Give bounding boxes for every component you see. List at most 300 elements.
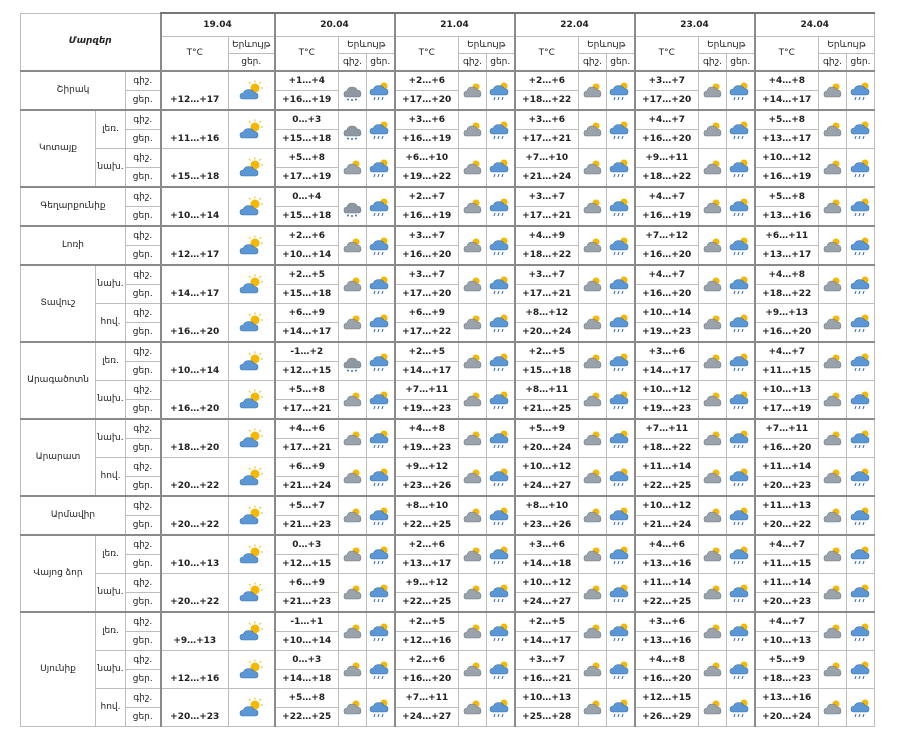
rain-cloud-icon [847,458,875,497]
table-row [21,381,875,400]
temp-day: +17…+19 [755,400,819,420]
cloud-icon [339,689,367,727]
cloud-icon [819,651,847,689]
temp-night: +4…+8 [755,71,819,91]
temp-day: +18…+23 [755,670,819,689]
temp-day: +17…+21 [515,130,579,149]
snow-cloud-icon [339,110,367,149]
rain-cloud-icon [367,651,395,689]
temp-night: +3…+6 [635,612,699,632]
temp-day0: +20…+22 [161,458,229,497]
rain-cloud-icon [727,226,755,265]
temp-day: +13…+16 [635,555,699,574]
temp-day: +21…+24 [275,477,339,497]
rain-cloud-icon [727,149,755,188]
temp-night: +10…+12 [635,381,699,400]
temp-night: +3…+7 [395,265,459,285]
day-subheader: ցեր. [847,54,875,72]
rain-cloud-icon [607,689,635,727]
night-label: գիշ. [126,187,161,207]
rain-cloud-icon [367,149,395,188]
cloud-icon [699,71,727,110]
day-label: ցեր. [126,708,161,727]
rain-cloud-icon [727,651,755,689]
temp-night: +3…+7 [395,226,459,246]
sun-cloud-icon [229,342,275,381]
rain-cloud-icon [847,535,875,574]
sun-cloud-icon [229,496,275,535]
temp-day: +14…+17 [275,323,339,343]
temp-day: +15…+18 [275,130,339,149]
rain-cloud-icon [727,381,755,420]
rain-cloud-icon [727,458,755,497]
temp-night: +2…+7 [395,187,459,207]
region-name: Շիրակ [21,71,126,110]
rain-cloud-icon [367,265,395,304]
rain-cloud-icon [727,612,755,651]
day-header: 19.04 [161,13,275,37]
rain-cloud-icon [607,342,635,381]
sun-cloud-icon [229,612,275,651]
temp-day: +21…+24 [635,516,699,536]
temp-day: +19…+22 [395,168,459,188]
rain-cloud-icon [607,187,635,226]
cloud-icon [579,574,607,613]
sun-cloud-icon [229,458,275,497]
temp-day: +18…+22 [755,285,819,304]
sun-cloud-icon [229,574,275,613]
temp-day: +15…+18 [515,362,579,381]
temp-day: +14…+18 [515,555,579,574]
phenomena-col-header: Երևույթ [229,37,275,54]
rain-cloud-icon [847,651,875,689]
temp-night: +4…+6 [275,419,339,439]
temp-col-header: T°C [755,37,819,72]
rain-cloud-icon [607,535,635,574]
temp-night: +4…+7 [635,265,699,285]
rain-cloud-icon [727,110,755,149]
rain-cloud-icon [607,265,635,304]
rain-cloud-icon [367,496,395,535]
rain-cloud-icon [607,419,635,458]
table-row [21,689,875,708]
night-label: գիշ. [126,226,161,246]
temp-day: +26…+29 [635,708,699,727]
temp-day: +16…+19 [395,207,459,227]
temp-night: +10…+12 [635,496,699,516]
temp-night: +2…+6 [395,535,459,555]
day-header: 22.04 [515,13,635,37]
temp-night: +3…+6 [635,342,699,362]
temp-day0: +10…+13 [161,535,229,574]
temp-day: +23…+26 [395,477,459,497]
temp-night: +3…+6 [395,110,459,130]
rain-cloud-icon [487,689,515,727]
temp-day: +17…+21 [275,400,339,420]
temp-day0: +15…+18 [161,149,229,188]
snow-cloud-icon [339,342,367,381]
subregion-label: լեռ. [96,110,126,149]
cloud-icon [459,110,487,149]
rain-cloud-icon [607,226,635,265]
day-label: ցեր. [126,670,161,689]
sun-cloud-icon [229,71,275,110]
cloud-icon [459,265,487,304]
rain-cloud-icon [487,496,515,535]
temp-night: +4…+8 [635,651,699,670]
cloud-icon [819,187,847,226]
temp-day: +14…+17 [395,362,459,381]
temp-day0: +20…+22 [161,496,229,535]
rain-cloud-icon [367,419,395,458]
cloud-icon [819,458,847,497]
temp-night: +7…+11 [635,419,699,439]
snow-cloud-icon [339,71,367,110]
temp-day: +18…+22 [635,168,699,188]
temp-day: +16…+20 [635,670,699,689]
temp-night: +10…+13 [755,381,819,400]
day-label: ցեր. [126,168,161,188]
cloud-icon [459,612,487,651]
temp-col-header: T°C [515,37,579,72]
day-label: ցեր. [126,555,161,574]
temp-day: +22…+25 [395,593,459,613]
table-row [21,535,875,555]
temp-night: +8…+12 [515,304,579,323]
rain-cloud-icon [727,265,755,304]
temp-day0: +10…+14 [161,187,229,226]
temp-day: +22…+25 [635,477,699,497]
rain-cloud-icon [727,419,755,458]
temp-night: +6…+9 [275,574,339,593]
temp-night: +1…+4 [275,71,339,91]
sun-cloud-icon [229,304,275,343]
cloud-icon [339,574,367,613]
rain-cloud-icon [847,574,875,613]
temp-col-header: T°C [275,37,339,72]
temp-day0: +16…+20 [161,304,229,343]
rain-cloud-icon [727,689,755,727]
cloud-icon [579,496,607,535]
region-name: Արարատ [21,419,96,496]
rain-cloud-icon [847,342,875,381]
temp-day: +17…+21 [515,285,579,304]
night-label: գիշ. [126,381,161,400]
temp-day: +12…+15 [275,362,339,381]
region-name: Տավուշ [21,265,96,342]
day-label: ցեր. [126,285,161,304]
day-subheader: ցեր. [229,54,275,72]
temp-night: +10…+14 [635,304,699,323]
day-header: 24.04 [755,13,875,37]
day-subheader: ցեր. [487,54,515,72]
cloud-icon [459,71,487,110]
temp-day: +15…+18 [275,207,339,227]
cloud-icon [579,187,607,226]
region-name: Արագածոտն [21,342,96,419]
cloud-icon [459,419,487,458]
rain-cloud-icon [847,304,875,343]
temp-night: +2…+6 [395,71,459,91]
rain-cloud-icon [607,381,635,420]
temp-day: +16…+19 [635,207,699,227]
temp-night: 0…+4 [275,187,339,207]
cloud-icon [339,265,367,304]
region-name: Վայոց ձոր [21,535,96,612]
sun-cloud-icon [229,651,275,689]
cloud-icon [699,689,727,727]
cloud-icon [699,226,727,265]
temp-day: +13…+16 [755,207,819,227]
rain-cloud-icon [607,304,635,343]
rain-cloud-icon [367,226,395,265]
cloud-icon [339,458,367,497]
temp-day: +19…+23 [395,400,459,420]
rain-cloud-icon [367,71,395,110]
cloud-icon [699,612,727,651]
rain-cloud-icon [367,304,395,343]
temp-night: +8…+11 [515,381,579,400]
temp-night: +7…+12 [635,226,699,246]
night-label: գիշ. [126,535,161,555]
subregion-label: նախ. [96,574,126,613]
day-label: ցեր. [126,439,161,458]
cloud-icon [459,342,487,381]
cloud-icon [459,304,487,343]
table-row [21,149,875,168]
temp-night: +5…+9 [515,419,579,439]
rain-cloud-icon [367,187,395,226]
phenomena-col-header: Երևույթ [339,37,395,54]
region-name: Կոտայք [21,110,96,187]
cloud-icon [699,419,727,458]
rain-cloud-icon [847,226,875,265]
cloud-icon [579,71,607,110]
day-label: ցեր. [126,91,161,111]
sun-cloud-icon [229,535,275,574]
temp-night: 0…+3 [275,110,339,130]
temp-night: +8…+10 [395,496,459,516]
header-row-days [21,13,875,37]
cloud-icon [459,689,487,727]
rain-cloud-icon [727,342,755,381]
cloud-icon [459,226,487,265]
rain-cloud-icon [367,574,395,613]
cloud-icon [339,149,367,188]
rain-cloud-icon [367,110,395,149]
temp-night: +12…+15 [635,689,699,708]
temp-night: +5…+9 [755,651,819,670]
temp-night: +4…+6 [635,535,699,555]
temp-day: +15…+18 [275,285,339,304]
cloud-icon [819,226,847,265]
temp-day: +13…+17 [395,555,459,574]
rain-cloud-icon [487,187,515,226]
cloud-icon [579,149,607,188]
cloud-icon [819,304,847,343]
rain-cloud-icon [847,149,875,188]
snow-cloud-icon [339,187,367,226]
rain-cloud-icon [847,496,875,535]
temp-day: +19…+23 [635,400,699,420]
rain-cloud-icon [847,612,875,651]
temp-day: +16…+19 [275,91,339,111]
rain-cloud-icon [367,381,395,420]
cloud-icon [579,342,607,381]
phenomena-col-header: Երևույթ [579,37,635,54]
sun-cloud-icon [229,149,275,188]
rain-cloud-icon [487,419,515,458]
temp-night: +4…+7 [755,535,819,555]
cloud-icon [339,496,367,535]
cloud-icon [459,149,487,188]
rain-cloud-icon [487,651,515,689]
rain-cloud-icon [487,71,515,110]
subregion-label: նախ. [96,381,126,420]
forecast-table-wrapper [20,12,875,727]
table-row [21,187,875,207]
rain-cloud-icon [727,574,755,613]
day-label: ցեր. [126,362,161,381]
temp-day: +20…+23 [755,593,819,613]
temp-day: +13…+16 [635,632,699,651]
night-label: գիշ. [126,458,161,477]
temp-day0: +18…+20 [161,419,229,458]
rain-cloud-icon [727,187,755,226]
cloud-icon [819,574,847,613]
rain-cloud-icon [487,574,515,613]
rain-cloud-icon [727,535,755,574]
temp-night: +8…+10 [515,496,579,516]
cloud-icon [699,110,727,149]
temp-day: +16…+19 [395,130,459,149]
temp-day: +14…+17 [515,632,579,651]
temp-day: +21…+23 [275,516,339,536]
temp-day0: +12…+16 [161,651,229,689]
temp-day: +20…+23 [755,477,819,497]
day-subheader: ցեր. [727,54,755,72]
subregion-label: նախ. [96,265,126,304]
temp-night: -1…+2 [275,342,339,362]
rain-cloud-icon [607,651,635,689]
cloud-icon [699,381,727,420]
night-subheader: գիշ. [579,54,607,72]
sun-cloud-icon [229,381,275,420]
rain-cloud-icon [847,110,875,149]
cloud-icon [579,265,607,304]
temp-day0: +12…+17 [161,226,229,265]
rain-cloud-icon [367,689,395,727]
temp-night: +11…+13 [755,496,819,516]
temp-day: +21…+24 [515,168,579,188]
temp-day: +17…+22 [395,323,459,343]
day-subheader: ցեր. [607,54,635,72]
temp-night: +4…+8 [395,419,459,439]
subregion-label: լեռ. [96,535,126,574]
rain-cloud-icon [607,458,635,497]
temp-night: +6…+10 [395,149,459,168]
temp-day0: +9…+13 [161,612,229,651]
temp-night: +13…+16 [755,689,819,708]
night-label: գիշ. [126,71,161,91]
rain-cloud-icon [367,342,395,381]
regions-header: Մարզեր [21,13,161,71]
subregion-label: հով. [96,458,126,497]
night-label: գիշ. [126,304,161,323]
cloud-icon [339,419,367,458]
rain-cloud-icon [367,612,395,651]
temp-day: +24…+27 [515,593,579,613]
temp-day: +16…+21 [515,670,579,689]
region-name: Գեղարքունիք [21,187,126,226]
night-subheader: գիշ. [459,54,487,72]
temp-day: +20…+24 [515,439,579,458]
temp-day: +12…+15 [275,555,339,574]
temp-day: +16…+20 [395,670,459,689]
table-row [21,265,875,285]
night-subheader: գիշ. [819,54,847,72]
temp-day: +20…+24 [515,323,579,343]
temp-night: +5…+8 [275,689,339,708]
temp-night: -1…+1 [275,612,339,632]
sun-cloud-icon [229,265,275,304]
phenomena-col-header: Երևույթ [699,37,755,54]
rain-cloud-icon [487,342,515,381]
temp-night: +5…+8 [755,187,819,207]
day-label: ցեր. [126,207,161,227]
night-label: գիշ. [126,419,161,439]
temp-night: +3…+7 [515,265,579,285]
temp-day: +16…+20 [635,130,699,149]
temp-day: +23…+26 [515,516,579,536]
cloud-icon [819,381,847,420]
temp-night: +3…+7 [515,187,579,207]
rain-cloud-icon [727,304,755,343]
cloud-icon [339,381,367,420]
rain-cloud-icon [727,71,755,110]
cloud-icon [339,651,367,689]
cloud-icon [699,496,727,535]
temp-night: +7…+11 [395,381,459,400]
cloud-icon [579,612,607,651]
temp-night: +4…+7 [755,342,819,362]
temp-night: +2…+6 [275,226,339,246]
cloud-icon [699,458,727,497]
rain-cloud-icon [487,381,515,420]
cloud-icon [699,535,727,574]
sun-cloud-icon [229,226,275,265]
temp-day: +17…+19 [275,168,339,188]
temp-night: +9…+13 [755,304,819,323]
cloud-icon [819,496,847,535]
sun-cloud-icon [229,689,275,727]
day-label: ցեր. [126,593,161,613]
temp-day: +12…+16 [395,632,459,651]
cloud-icon [339,226,367,265]
temp-day0: +12…+17 [161,71,229,110]
cloud-icon [459,496,487,535]
temp-day: +10…+14 [275,246,339,266]
night-label: գիշ. [126,612,161,632]
temp-night: 0…+3 [275,535,339,555]
temp-day: +18…+22 [515,246,579,266]
cloud-icon [579,458,607,497]
phenomena-col-header: Երևույթ [459,37,515,54]
temp-night: +10…+12 [755,149,819,168]
temp-night: +11…+14 [635,574,699,593]
temp-day: +11…+15 [755,362,819,381]
temp-night: +9…+12 [395,458,459,477]
